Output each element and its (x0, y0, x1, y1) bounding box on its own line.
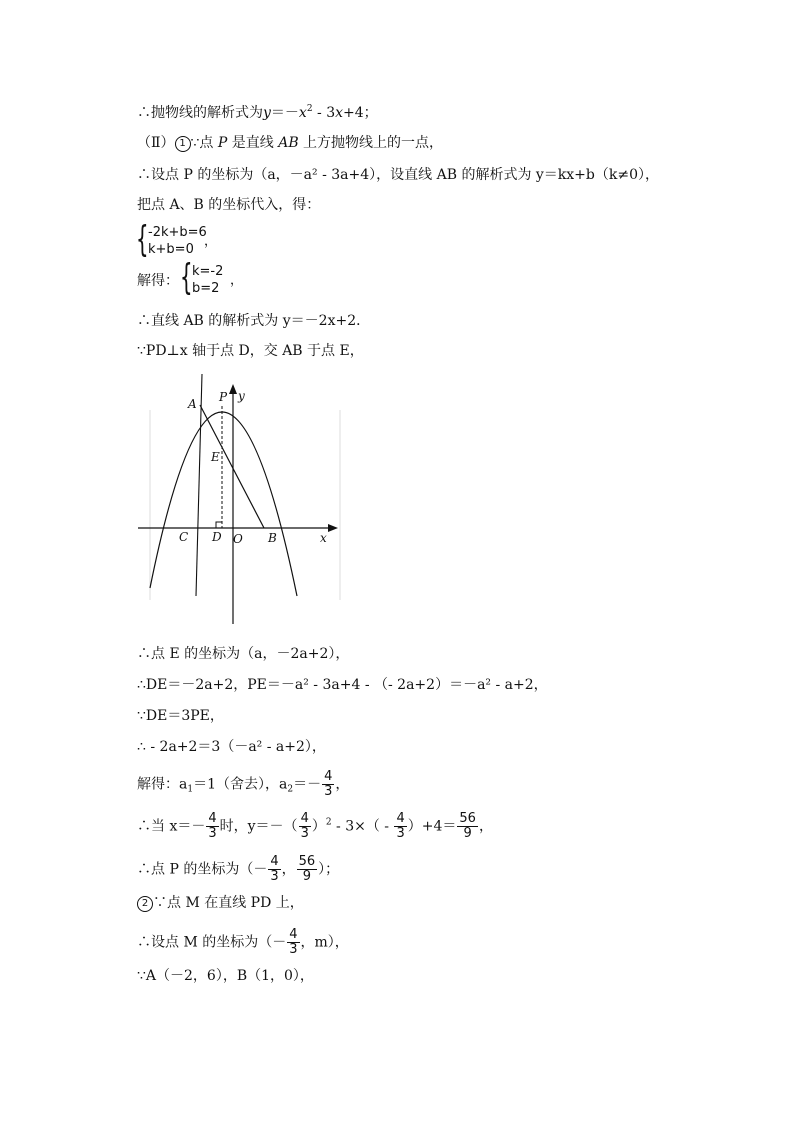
line-parabola-equation: ∴抛物线的解析式为$y=-x^2 - 3x+4$； (137, 104, 378, 121)
label-a: A (188, 397, 197, 411)
line-compute-y: ∴当 x＝－ $\frac{4}{3}$ 时，y＝－（ $\frac{4}{3}$ ）$^2$ - 3×（ - $\frac{4}{3}$ ）+4＝ $\frac{56}{9}$ ， (137, 811, 493, 841)
solve-label: 解得： (137, 273, 179, 289)
fraction: $\frac{56}{9}$ (298, 854, 316, 884)
system-2-tail: ， (230, 273, 244, 288)
line-substitute-points: 把点 A、B 的坐标代入，得： (137, 197, 321, 213)
fraction: $\frac{4}{3}$ (208, 811, 217, 841)
system-brace-2: { (180, 257, 193, 298)
line-equation-a: ∴ - 2a+2＝3（－a² - a+2）， (137, 739, 326, 755)
fraction: $\frac{4}{3}$ (300, 811, 309, 841)
circled-number-1: 1 (175, 136, 191, 152)
system-1-tail: ， (204, 234, 218, 249)
equation-system-1: -2k+b=6 k+b=0 (148, 225, 207, 257)
line-ab-equation: ∴直线 AB 的解析式为 y＝－2x+2． (137, 313, 371, 329)
faint-frame (150, 410, 340, 600)
line-part-2-point-m: 2 ∵点 M 在直线 PD 上， (137, 894, 304, 912)
parabola-figure (130, 370, 350, 632)
fraction: $\frac{4}{3}$ (396, 811, 405, 841)
line-set-point-p: ∴设点 P 的坐标为（a，－a² - 3a+4），设直线 AB 的解析式为 y＝kx+b（k≠0）， (137, 167, 659, 183)
system-brace-1: { (136, 219, 149, 260)
line-part-ii-1: （Ⅱ） 1 ∵点 P 是直线 AB 上方抛物线上的一点， (137, 135, 444, 151)
line-point-p-coordinates: ∴点 P 的坐标为（－ $\frac{4}{3}$ ， $\frac{56}{9}$ ）； (137, 854, 340, 884)
label-p: P (219, 390, 228, 404)
x-axis-arrow (328, 524, 338, 532)
parabola-curve (150, 412, 297, 596)
line-de-pe: ∴DE＝－2a+2，PE＝－a² - 3a+4 - （- 2a+2）＝－a² - a+2， (137, 677, 548, 693)
line-set-point-m: ∴设点 M 的坐标为（－ $\frac{4}{3}$ ，m）， (137, 927, 349, 957)
label-c: C (179, 530, 189, 544)
line-pd-perpendicular: ∵PD⊥x 轴于点 D，交 AB 于点 E， (137, 343, 364, 359)
line-point-e: ∴点 E 的坐标为（a，－2a+2）， (137, 646, 350, 662)
label-y: y (238, 389, 245, 403)
label-d: D (212, 530, 222, 544)
line-de-equals-3pe: ∵DE＝3PE， (137, 708, 224, 724)
y-axis-arrow (229, 384, 237, 394)
line-solve-a: 解得：$a_1=1$（舍去），$a_2=-$ $\frac{4}{3}$ ， (137, 769, 350, 799)
fraction: $\frac{4}{3}$ (324, 769, 333, 799)
equation-system-2: k=-2 b=2 (192, 264, 224, 296)
line-ab (200, 405, 264, 528)
right-angle-mark (216, 522, 222, 528)
label-o: O (233, 532, 243, 546)
label-x: x (320, 531, 327, 545)
fraction: $\frac{4}{3}$ (270, 854, 279, 884)
label-b: B (268, 531, 277, 545)
circled-number-2: 2 (137, 896, 153, 912)
fraction: $\frac{4}{3}$ (289, 927, 298, 957)
fraction: $\frac{56}{9}$ (459, 811, 476, 841)
label-e: E (211, 450, 220, 464)
line-points-a-b: ∵A（－2，6），B（1，0）， (137, 968, 314, 984)
